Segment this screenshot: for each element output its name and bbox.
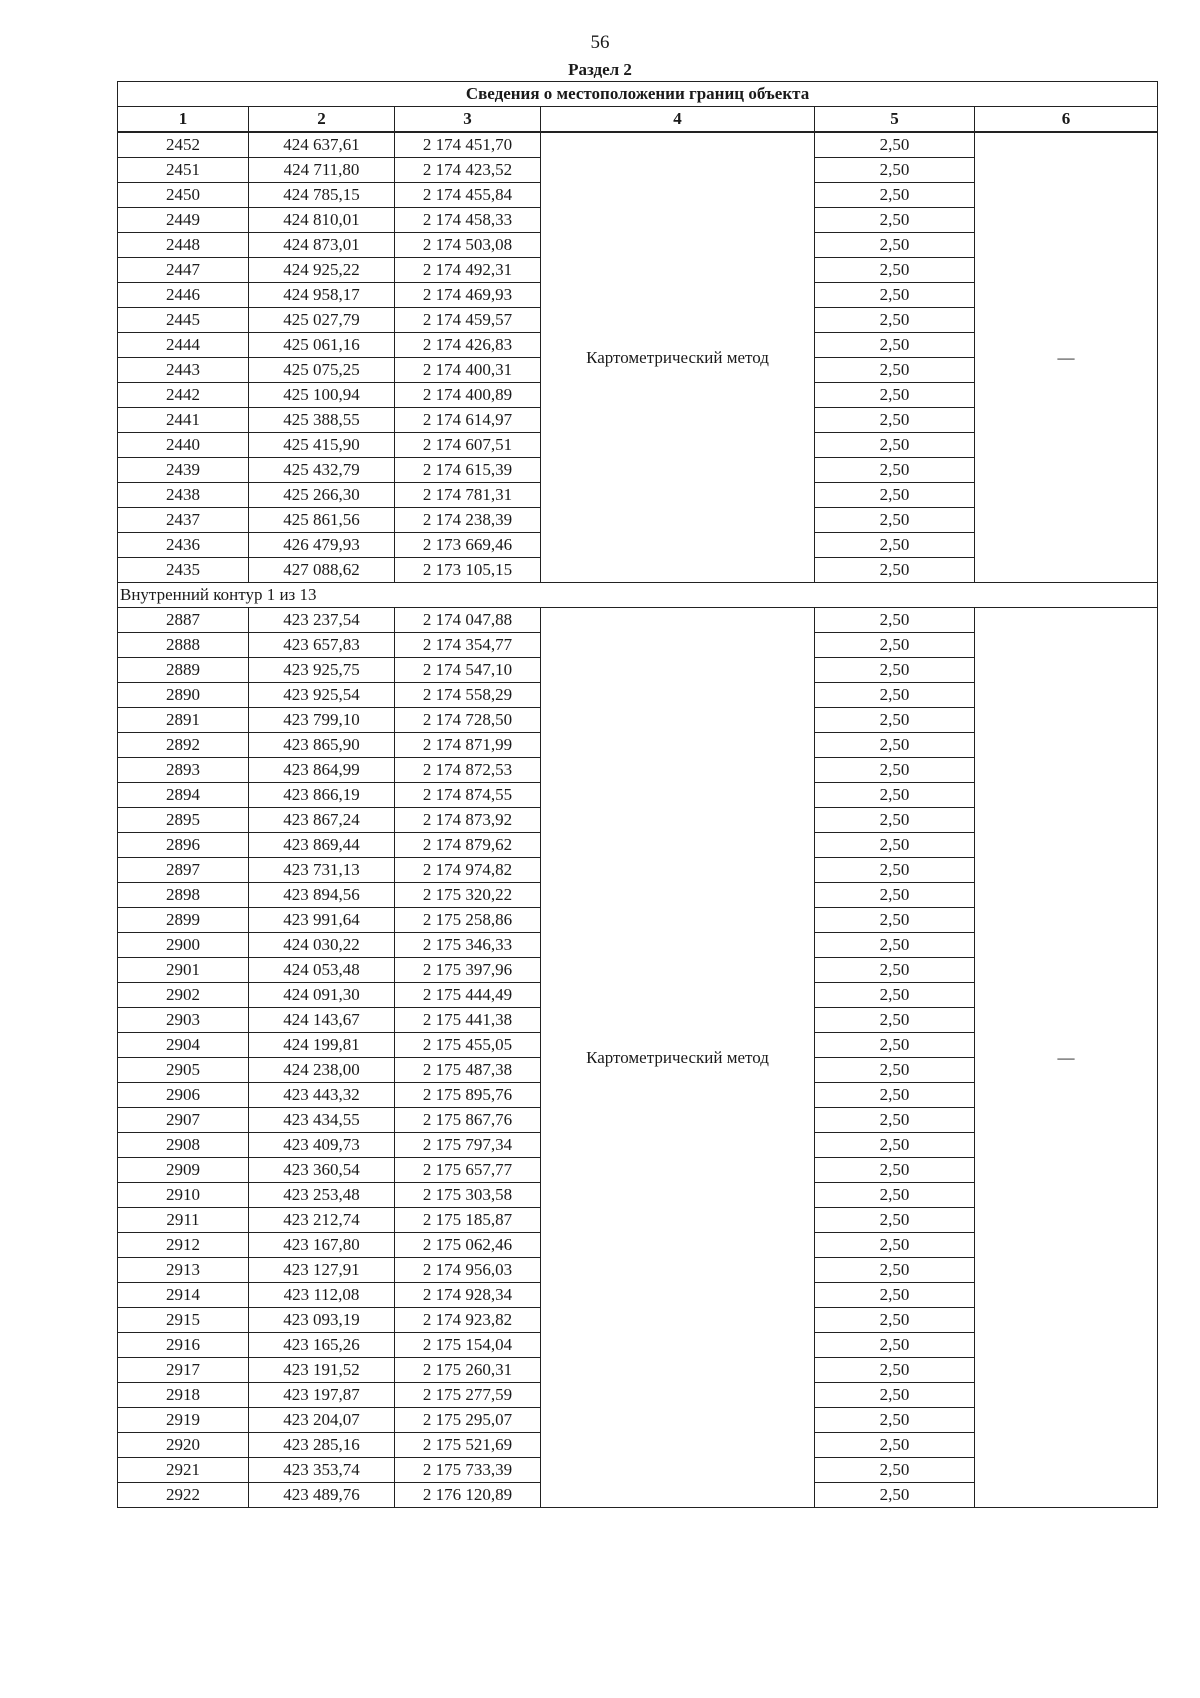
accuracy-value: 2,50	[815, 1083, 975, 1108]
accuracy-value: 2,50	[815, 1208, 975, 1233]
point-number: 2435	[118, 558, 249, 583]
y-coordinate: 2 175 867,76	[395, 1108, 541, 1133]
point-number: 2909	[118, 1158, 249, 1183]
accuracy-value: 2,50	[815, 1483, 975, 1508]
x-coordinate: 423 212,74	[249, 1208, 395, 1233]
y-coordinate: 2 175 062,46	[395, 1233, 541, 1258]
x-coordinate: 423 443,32	[249, 1083, 395, 1108]
accuracy-value: 2,50	[815, 1283, 975, 1308]
x-coordinate: 425 061,16	[249, 333, 395, 358]
accuracy-value: 2,50	[815, 383, 975, 408]
table-header-row	[118, 107, 1158, 133]
point-number: 2916	[118, 1333, 249, 1358]
point-number: 2445	[118, 308, 249, 333]
point-number: 2446	[118, 283, 249, 308]
table-body	[118, 82, 1158, 1508]
x-coordinate: 423 657,83	[249, 633, 395, 658]
point-number: 2891	[118, 708, 249, 733]
point-number: 2437	[118, 508, 249, 533]
contour-label: Внутренний контур 1 из 13	[118, 583, 1158, 608]
point-number: 2918	[118, 1383, 249, 1408]
x-coordinate: 425 388,55	[249, 408, 395, 433]
accuracy-value: 2,50	[815, 1233, 975, 1258]
x-coordinate: 424 030,22	[249, 933, 395, 958]
y-coordinate: 2 174 879,62	[395, 833, 541, 858]
point-number: 2444	[118, 333, 249, 358]
y-coordinate: 2 176 120,89	[395, 1483, 541, 1508]
point-number: 2450	[118, 183, 249, 208]
x-coordinate: 424 637,61	[249, 132, 395, 158]
accuracy-value: 2,50	[815, 308, 975, 333]
y-coordinate: 2 174 874,55	[395, 783, 541, 808]
point-number: 2907	[118, 1108, 249, 1133]
y-coordinate: 2 175 733,39	[395, 1458, 541, 1483]
accuracy-value: 2,50	[815, 283, 975, 308]
y-coordinate: 2 174 607,51	[395, 433, 541, 458]
accuracy-value: 2,50	[815, 908, 975, 933]
x-coordinate: 423 285,16	[249, 1433, 395, 1458]
point-number: 2451	[118, 158, 249, 183]
point-number: 2448	[118, 233, 249, 258]
point-number: 2893	[118, 758, 249, 783]
x-coordinate: 423 894,56	[249, 883, 395, 908]
x-coordinate: 425 432,79	[249, 458, 395, 483]
column-header: 6	[975, 107, 1158, 133]
x-coordinate: 423 167,80	[249, 1233, 395, 1258]
description-cell: —	[975, 608, 1158, 1508]
point-number: 2897	[118, 858, 249, 883]
accuracy-value: 2,50	[815, 1033, 975, 1058]
x-coordinate: 423 866,19	[249, 783, 395, 808]
point-number: 2440	[118, 433, 249, 458]
y-coordinate: 2 175 260,31	[395, 1358, 541, 1383]
x-coordinate: 423 867,24	[249, 808, 395, 833]
method-cell: Картометрический метод	[541, 608, 815, 1508]
point-number: 2913	[118, 1258, 249, 1283]
point-number: 2895	[118, 808, 249, 833]
accuracy-value: 2,50	[815, 833, 975, 858]
x-coordinate: 423 434,55	[249, 1108, 395, 1133]
y-coordinate: 2 175 185,87	[395, 1208, 541, 1233]
x-coordinate: 423 925,75	[249, 658, 395, 683]
y-coordinate: 2 175 797,34	[395, 1133, 541, 1158]
point-number: 2896	[118, 833, 249, 858]
y-coordinate: 2 174 974,82	[395, 858, 541, 883]
column-header: 4	[541, 107, 815, 133]
point-number: 2899	[118, 908, 249, 933]
x-coordinate: 423 353,74	[249, 1458, 395, 1483]
x-coordinate: 425 861,56	[249, 508, 395, 533]
y-coordinate: 2 173 105,15	[395, 558, 541, 583]
point-number: 2442	[118, 383, 249, 408]
point-number: 2898	[118, 883, 249, 908]
y-coordinate: 2 175 154,04	[395, 1333, 541, 1358]
point-number: 2921	[118, 1458, 249, 1483]
accuracy-value: 2,50	[815, 658, 975, 683]
point-number: 2915	[118, 1308, 249, 1333]
accuracy-value: 2,50	[815, 533, 975, 558]
x-coordinate: 423 093,19	[249, 1308, 395, 1333]
accuracy-value: 2,50	[815, 633, 975, 658]
description-cell: —	[975, 132, 1158, 583]
x-coordinate: 423 191,52	[249, 1358, 395, 1383]
point-number: 2449	[118, 208, 249, 233]
x-coordinate: 423 253,48	[249, 1183, 395, 1208]
point-number: 2922	[118, 1483, 249, 1508]
x-coordinate: 424 810,01	[249, 208, 395, 233]
y-coordinate: 2 175 487,38	[395, 1058, 541, 1083]
point-number: 2906	[118, 1083, 249, 1108]
x-coordinate: 423 360,54	[249, 1158, 395, 1183]
point-number: 2900	[118, 933, 249, 958]
y-coordinate: 2 174 451,70	[395, 132, 541, 158]
column-header: 3	[395, 107, 541, 133]
x-coordinate: 423 409,73	[249, 1133, 395, 1158]
point-number: 2901	[118, 958, 249, 983]
point-number: 2452	[118, 132, 249, 158]
x-coordinate: 423 799,10	[249, 708, 395, 733]
accuracy-value: 2,50	[815, 1133, 975, 1158]
accuracy-value: 2,50	[815, 1458, 975, 1483]
y-coordinate: 2 174 872,53	[395, 758, 541, 783]
y-coordinate: 2 175 258,86	[395, 908, 541, 933]
point-number: 2912	[118, 1233, 249, 1258]
point-number: 2919	[118, 1408, 249, 1433]
accuracy-value: 2,50	[815, 983, 975, 1008]
y-coordinate: 2 174 503,08	[395, 233, 541, 258]
y-coordinate: 2 174 781,31	[395, 483, 541, 508]
table-caption-row	[118, 82, 1158, 107]
point-number: 2443	[118, 358, 249, 383]
x-coordinate: 423 204,07	[249, 1408, 395, 1433]
point-number: 2902	[118, 983, 249, 1008]
y-coordinate: 2 175 397,96	[395, 958, 541, 983]
accuracy-value: 2,50	[815, 333, 975, 358]
section-title: Раздел 2	[568, 60, 632, 79]
x-coordinate: 424 199,81	[249, 1033, 395, 1058]
accuracy-value: 2,50	[815, 458, 975, 483]
point-number: 2908	[118, 1133, 249, 1158]
y-coordinate: 2 174 728,50	[395, 708, 541, 733]
y-coordinate: 2 174 558,29	[395, 683, 541, 708]
x-coordinate: 424 873,01	[249, 233, 395, 258]
accuracy-value: 2,50	[815, 683, 975, 708]
y-coordinate: 2 175 521,69	[395, 1433, 541, 1458]
accuracy-value: 2,50	[815, 1408, 975, 1433]
y-coordinate: 2 174 873,92	[395, 808, 541, 833]
point-number: 2894	[118, 783, 249, 808]
accuracy-value: 2,50	[815, 183, 975, 208]
accuracy-value: 2,50	[815, 258, 975, 283]
column-header: 5	[815, 107, 975, 133]
y-coordinate: 2 173 669,46	[395, 533, 541, 558]
x-coordinate: 424 925,22	[249, 258, 395, 283]
accuracy-value: 2,50	[815, 483, 975, 508]
point-number: 2888	[118, 633, 249, 658]
y-coordinate: 2 174 614,97	[395, 408, 541, 433]
point-number: 2917	[118, 1358, 249, 1383]
y-coordinate: 2 175 303,58	[395, 1183, 541, 1208]
page-number: 56	[590, 32, 610, 53]
point-number: 2889	[118, 658, 249, 683]
accuracy-value: 2,50	[815, 558, 975, 583]
y-coordinate: 2 175 444,49	[395, 983, 541, 1008]
y-coordinate: 2 175 657,77	[395, 1158, 541, 1183]
point-number: 2439	[118, 458, 249, 483]
table-row	[118, 608, 1158, 633]
point-number: 2447	[118, 258, 249, 283]
y-coordinate: 2 175 295,07	[395, 1408, 541, 1433]
x-coordinate: 424 958,17	[249, 283, 395, 308]
y-coordinate: 2 174 615,39	[395, 458, 541, 483]
x-coordinate: 423 127,91	[249, 1258, 395, 1283]
point-number: 2436	[118, 533, 249, 558]
accuracy-value: 2,50	[815, 1383, 975, 1408]
point-number: 2914	[118, 1283, 249, 1308]
y-coordinate: 2 174 492,31	[395, 258, 541, 283]
x-coordinate: 424 785,15	[249, 183, 395, 208]
y-coordinate: 2 174 458,33	[395, 208, 541, 233]
accuracy-value: 2,50	[815, 1308, 975, 1333]
y-coordinate: 2 175 895,76	[395, 1083, 541, 1108]
x-coordinate: 425 027,79	[249, 308, 395, 333]
point-number: 2887	[118, 608, 249, 633]
x-coordinate: 423 925,54	[249, 683, 395, 708]
accuracy-value: 2,50	[815, 1058, 975, 1083]
accuracy-value: 2,50	[815, 1108, 975, 1133]
y-coordinate: 2 174 459,57	[395, 308, 541, 333]
x-coordinate: 425 100,94	[249, 383, 395, 408]
y-coordinate: 2 175 455,05	[395, 1033, 541, 1058]
accuracy-value: 2,50	[815, 883, 975, 908]
x-coordinate: 424 711,80	[249, 158, 395, 183]
x-coordinate: 423 864,99	[249, 758, 395, 783]
x-coordinate: 423 165,26	[249, 1333, 395, 1358]
accuracy-value: 2,50	[815, 783, 975, 808]
accuracy-value: 2,50	[815, 708, 975, 733]
y-coordinate: 2 175 277,59	[395, 1383, 541, 1408]
boundary-coordinates-table	[117, 81, 1158, 1508]
point-number: 2910	[118, 1183, 249, 1208]
accuracy-value: 2,50	[815, 933, 975, 958]
y-coordinate: 2 174 956,03	[395, 1258, 541, 1283]
x-coordinate: 423 869,44	[249, 833, 395, 858]
y-coordinate: 2 174 423,52	[395, 158, 541, 183]
accuracy-value: 2,50	[815, 1258, 975, 1283]
x-coordinate: 427 088,62	[249, 558, 395, 583]
x-coordinate: 424 053,48	[249, 958, 395, 983]
x-coordinate: 424 238,00	[249, 1058, 395, 1083]
y-coordinate: 2 174 928,34	[395, 1283, 541, 1308]
accuracy-value: 2,50	[815, 1158, 975, 1183]
accuracy-value: 2,50	[815, 158, 975, 183]
accuracy-value: 2,50	[815, 208, 975, 233]
accuracy-value: 2,50	[815, 408, 975, 433]
y-coordinate: 2 175 320,22	[395, 883, 541, 908]
y-coordinate: 2 174 047,88	[395, 608, 541, 633]
point-number: 2905	[118, 1058, 249, 1083]
method-cell: Картометрический метод	[541, 132, 815, 583]
point-number: 2890	[118, 683, 249, 708]
accuracy-value: 2,50	[815, 358, 975, 383]
point-number: 2441	[118, 408, 249, 433]
point-number: 2438	[118, 483, 249, 508]
accuracy-value: 2,50	[815, 1358, 975, 1383]
accuracy-value: 2,50	[815, 1183, 975, 1208]
accuracy-value: 2,50	[815, 808, 975, 833]
x-coordinate: 426 479,93	[249, 533, 395, 558]
x-coordinate: 425 075,25	[249, 358, 395, 383]
point-number: 2892	[118, 733, 249, 758]
point-number: 2904	[118, 1033, 249, 1058]
y-coordinate: 2 174 238,39	[395, 508, 541, 533]
y-coordinate: 2 174 469,93	[395, 283, 541, 308]
y-coordinate: 2 175 346,33	[395, 933, 541, 958]
x-coordinate: 423 112,08	[249, 1283, 395, 1308]
x-coordinate: 425 415,90	[249, 433, 395, 458]
accuracy-value: 2,50	[815, 132, 975, 158]
accuracy-value: 2,50	[815, 1008, 975, 1033]
accuracy-value: 2,50	[815, 858, 975, 883]
accuracy-value: 2,50	[815, 758, 975, 783]
point-number: 2920	[118, 1433, 249, 1458]
y-coordinate: 2 174 455,84	[395, 183, 541, 208]
x-coordinate: 423 991,64	[249, 908, 395, 933]
accuracy-value: 2,50	[815, 608, 975, 633]
accuracy-value: 2,50	[815, 233, 975, 258]
table-caption: Сведения о местоположении границ объекта	[118, 82, 1158, 107]
contour-label-row	[118, 583, 1158, 608]
accuracy-value: 2,50	[815, 958, 975, 983]
column-header: 1	[118, 107, 249, 133]
x-coordinate: 423 865,90	[249, 733, 395, 758]
y-coordinate: 2 174 923,82	[395, 1308, 541, 1333]
y-coordinate: 2 174 426,83	[395, 333, 541, 358]
column-header: 2	[249, 107, 395, 133]
y-coordinate: 2 174 547,10	[395, 658, 541, 683]
x-coordinate: 425 266,30	[249, 483, 395, 508]
table-row	[118, 132, 1158, 158]
x-coordinate: 423 489,76	[249, 1483, 395, 1508]
y-coordinate: 2 174 400,31	[395, 358, 541, 383]
accuracy-value: 2,50	[815, 1333, 975, 1358]
y-coordinate: 2 175 441,38	[395, 1008, 541, 1033]
x-coordinate: 423 197,87	[249, 1383, 395, 1408]
y-coordinate: 2 174 400,89	[395, 383, 541, 408]
accuracy-value: 2,50	[815, 733, 975, 758]
x-coordinate: 424 143,67	[249, 1008, 395, 1033]
y-coordinate: 2 174 354,77	[395, 633, 541, 658]
x-coordinate: 423 237,54	[249, 608, 395, 633]
point-number: 2903	[118, 1008, 249, 1033]
x-coordinate: 423 731,13	[249, 858, 395, 883]
accuracy-value: 2,50	[815, 433, 975, 458]
accuracy-value: 2,50	[815, 1433, 975, 1458]
x-coordinate: 424 091,30	[249, 983, 395, 1008]
y-coordinate: 2 174 871,99	[395, 733, 541, 758]
accuracy-value: 2,50	[815, 508, 975, 533]
point-number: 2911	[118, 1208, 249, 1233]
